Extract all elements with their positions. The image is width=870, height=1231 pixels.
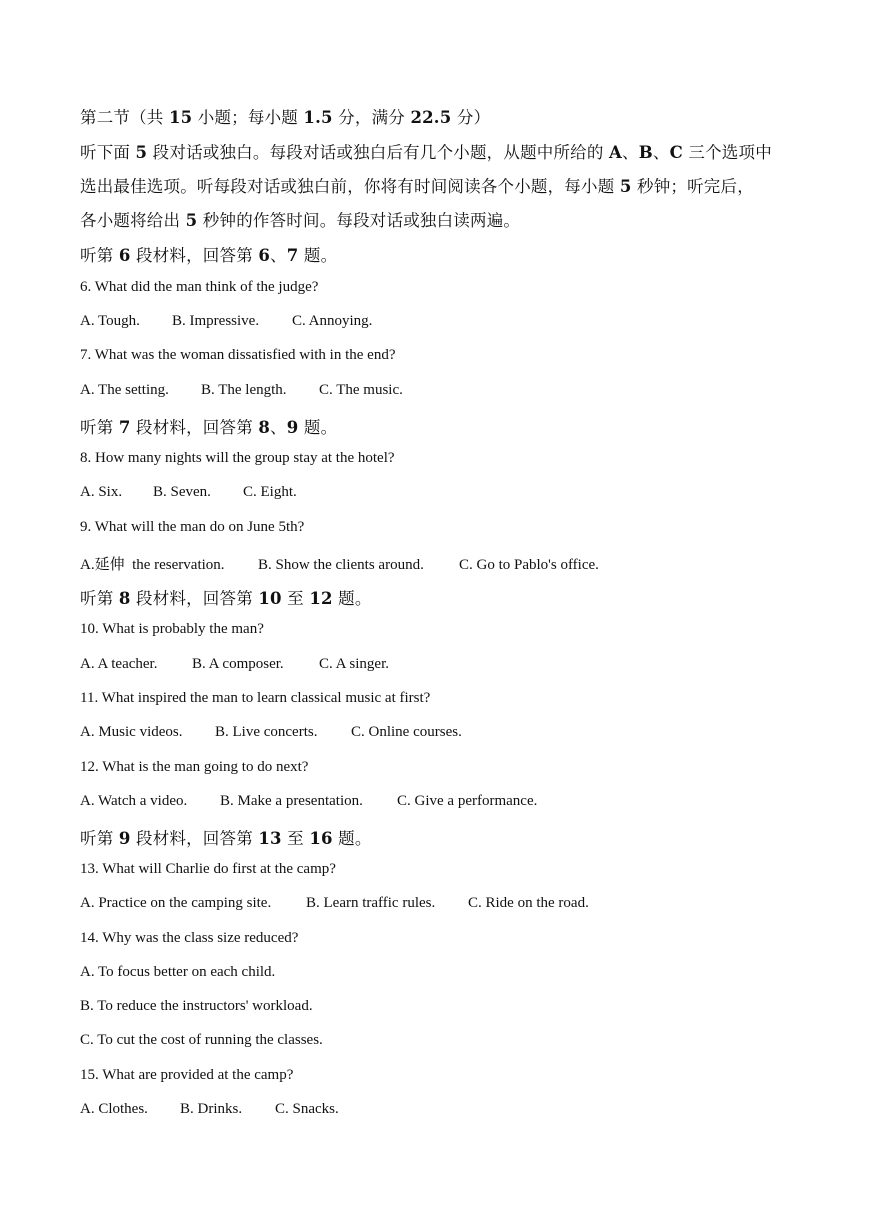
option-b: B. Drinks. bbox=[180, 1101, 243, 1117]
options-9 bbox=[80, 553, 599, 574]
option-a: A. A teacher. bbox=[80, 656, 158, 672]
options-15 bbox=[80, 1101, 339, 1118]
option-a: A. To focus better on each child. bbox=[80, 964, 276, 980]
instruction-line-1: 听下面 5 段对话或独白。每段对话或独白后有几个小题，从题中所给的 A、B、C 三个选项中 bbox=[80, 143, 772, 162]
option-a: A. Tough. bbox=[80, 313, 140, 329]
options-11 bbox=[80, 724, 462, 741]
options-13 bbox=[80, 895, 589, 912]
group-heading-6: 听第 6 段材料，回答第 6、7 题。 bbox=[80, 246, 338, 265]
question-15: 15. What are provided at the camp? bbox=[80, 1067, 294, 1083]
option-a: A. Six. bbox=[80, 484, 123, 500]
option-c: C. To cut the cost of running the classes. bbox=[80, 1032, 323, 1048]
option-a: A. Practice on the camping site. bbox=[80, 895, 272, 911]
option-b: B. Live concerts. bbox=[215, 724, 318, 740]
options-12 bbox=[80, 793, 537, 810]
option-c: C. Go to Pablo's office. bbox=[459, 557, 599, 573]
options-8 bbox=[80, 484, 297, 501]
instruction-line-2: 选出最佳选项。听每段对话或独白前，你将有时间阅读各个小题，每小题 5 秒钟；听完后， bbox=[80, 177, 754, 196]
question-12: 12. What is the man going to do next? bbox=[80, 759, 309, 775]
option-b: B. Seven. bbox=[153, 484, 211, 500]
option-a: A. Music videos. bbox=[80, 724, 183, 740]
option-c: C. Annoying. bbox=[292, 313, 373, 329]
question-11: 11. What inspired the man to learn classical music at first? bbox=[80, 690, 431, 706]
question-9: 9. What will the man do on June 5th? bbox=[80, 519, 305, 535]
option-b: B. Impressive. bbox=[172, 313, 260, 329]
section-heading: 第二节（共 15 小题；每小题 1.5 分，满分 22.5 分） bbox=[80, 108, 491, 127]
options-6 bbox=[80, 313, 372, 330]
group-heading-8: 听第 8 段材料，回答第 10 至 12 题。 bbox=[80, 589, 372, 608]
option-a: A. Watch a video. bbox=[80, 793, 188, 809]
question-8: 8. How many nights will the group stay at the hotel? bbox=[80, 450, 395, 466]
options-7 bbox=[80, 382, 403, 399]
option-a: A. Clothes. bbox=[80, 1101, 148, 1117]
option-c: C. Snacks. bbox=[275, 1101, 339, 1117]
question-13: 13. What will Charlie do first at the camp? bbox=[80, 861, 336, 877]
option-c: C. Ride on the road. bbox=[468, 895, 589, 911]
question-6: 6. What did the man think of the judge? bbox=[80, 279, 319, 295]
group-heading-7: 听第 7 段材料，回答第 8、9 题。 bbox=[80, 418, 338, 437]
options-10 bbox=[80, 656, 389, 673]
question-7: 7. What was the woman dissatisfied with in the end? bbox=[80, 347, 396, 363]
option-a: A.延伸 the reservation. bbox=[80, 557, 225, 573]
option-b: B. Learn traffic rules. bbox=[306, 895, 436, 911]
instruction-line-3: 各小题将给出 5 秒钟的作答时间。每段对话或独白读两遍。 bbox=[80, 211, 521, 230]
option-b: B. Show the clients around. bbox=[258, 557, 424, 573]
question-10: 10. What is probably the man? bbox=[80, 621, 264, 637]
option-b: B. To reduce the instructors' workload. bbox=[80, 998, 313, 1014]
option-c: C. A singer. bbox=[319, 656, 390, 672]
option-c: C. Online courses. bbox=[351, 724, 462, 740]
group-heading-9: 听第 9 段材料，回答第 13 至 16 题。 bbox=[80, 829, 372, 848]
option-c: C. The music. bbox=[319, 382, 403, 398]
option-b: B. The length. bbox=[201, 382, 287, 398]
question-14: 14. Why was the class size reduced? bbox=[80, 930, 299, 946]
option-c: C. Give a performance. bbox=[397, 793, 538, 809]
option-b: B. A composer. bbox=[192, 656, 284, 672]
option-b: B. Make a presentation. bbox=[220, 793, 363, 809]
option-c: C. Eight. bbox=[243, 484, 297, 500]
option-a: A. The setting. bbox=[80, 382, 169, 398]
